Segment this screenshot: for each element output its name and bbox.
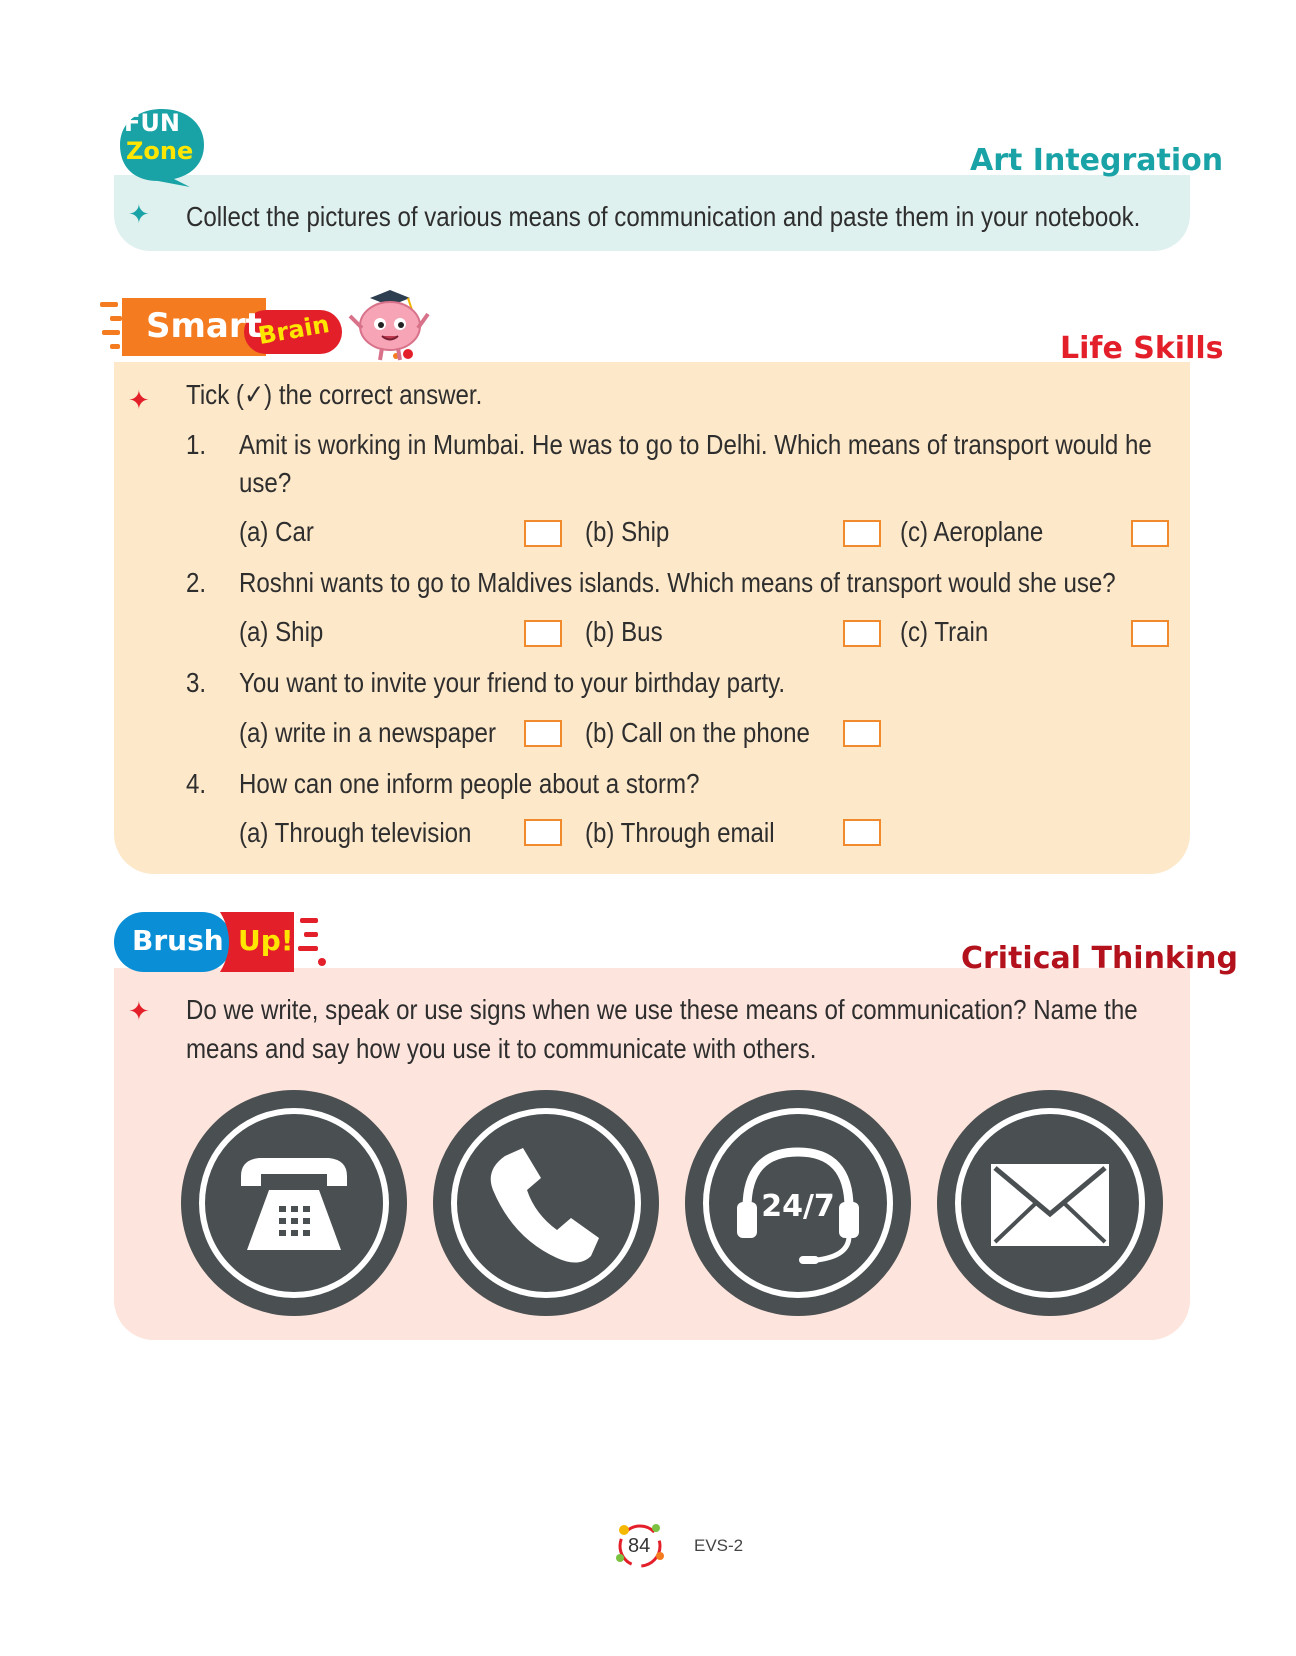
phone-handset-icon	[433, 1090, 659, 1316]
q4-option-b: (b) Through email	[585, 817, 775, 848]
telephone-icon	[181, 1090, 407, 1316]
fun-badge-word2: Zone	[126, 137, 194, 165]
q3-option-a: (a) write in a newspaper	[239, 717, 496, 748]
brush-up-badge	[114, 910, 338, 974]
brush-question-line1: Do we write, speak or use signs when we use these means of communication? Name the	[186, 994, 1138, 1025]
book-title: EVS-2	[694, 1536, 744, 1555]
question-1-text: Amit is working in Mumbai. He was to go to Delhi. Which means of transport would he	[239, 429, 1152, 460]
question-1-number: 1.	[186, 429, 207, 460]
brush-badge-word2: Up!	[238, 924, 294, 957]
q2-option-c-checkbox[interactable]	[1131, 620, 1169, 647]
smart-badge-word2: Brain	[256, 309, 332, 351]
fun-instruction: Collect the pictures of various means of communication and paste them in your notebook.	[186, 201, 1141, 232]
q2-option-c: (c) Train	[900, 616, 989, 647]
life-skills-tag: Life Skills	[1060, 331, 1224, 366]
q4-option-a: (a) Through television	[239, 817, 472, 848]
fun-badge-word1: FUN	[124, 109, 180, 137]
brush-bullet-icon: ✦	[128, 996, 150, 1026]
q1-option-c-checkbox[interactable]	[1131, 520, 1169, 547]
q2-option-b-checkbox[interactable]	[843, 620, 881, 647]
q1-option-c: (c) Aeroplane	[900, 516, 1044, 547]
question-4-text: How can one inform people about a storm?	[239, 768, 700, 799]
q1-option-b-checkbox[interactable]	[843, 520, 881, 547]
fun-zone-badge	[112, 107, 210, 189]
page-number-badge	[612, 1516, 668, 1572]
envelope-icon	[937, 1090, 1163, 1316]
q1-option-a-checkbox[interactable]	[524, 520, 562, 547]
q3-option-a-checkbox[interactable]	[524, 720, 562, 747]
tick-instruction: Tick (✓) the correct answer.	[186, 379, 483, 410]
q2-option-a: (a) Ship	[239, 616, 324, 647]
question-1-text-cont: use?	[239, 467, 292, 498]
question-2-text: Roshni wants to go to Maldives islands. Which means of transport would she use?	[239, 567, 1116, 598]
q3-option-b: (b) Call on the phone	[585, 717, 810, 748]
question-3-text: You want to invite your friend to your birthday party.	[239, 667, 786, 698]
question-2-number: 2.	[186, 567, 207, 598]
q4-option-a-checkbox[interactable]	[524, 819, 562, 846]
support-24-7-label: 24/7	[761, 1189, 835, 1224]
question-4-number: 4.	[186, 768, 207, 799]
q2-option-a-checkbox[interactable]	[524, 620, 562, 647]
page-number: 84	[628, 1535, 651, 1557]
q4-option-b-checkbox[interactable]	[843, 819, 881, 846]
q3-option-b-checkbox[interactable]	[843, 720, 881, 747]
smart-brain-badge	[96, 296, 436, 362]
fun-bullet-icon: ✦	[128, 199, 150, 229]
critical-thinking-tag: Critical Thinking	[961, 941, 1239, 976]
brain-mascot-icon	[344, 288, 434, 364]
q1-option-a: (a) Car	[239, 516, 314, 547]
smart-bullet-icon: ✦	[128, 385, 150, 415]
smart-badge-word1: Smart	[146, 306, 262, 346]
brush-badge-word1: Brush	[132, 924, 224, 957]
question-3-number: 3.	[186, 667, 207, 698]
brush-question-line2: means and say how you use it to communicate with others.	[186, 1033, 817, 1064]
q1-option-b: (b) Ship	[585, 516, 670, 547]
q2-option-b: (b) Bus	[585, 616, 663, 647]
support-24-7-icon	[685, 1090, 911, 1316]
art-integration-tag: Art Integration	[970, 143, 1224, 178]
